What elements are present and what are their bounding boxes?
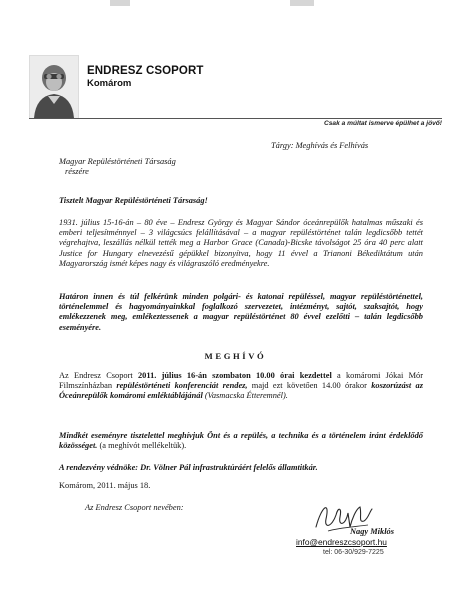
org-name: ENDRESZ CSOPORT	[87, 65, 204, 77]
conference-name: repüléstörténeti konferenciát rendez,	[116, 381, 248, 391]
subject-line: Tárgy: Meghívás és Felhívás	[271, 141, 369, 150]
paragraph-invitation	[59, 371, 423, 402]
motto: Csak a múltat ismerve épülhet a jövő!	[324, 120, 442, 127]
invitation-heading: MEGHÍVÓ	[204, 351, 267, 361]
patron-line: A rendezvény védnöke: Dr. Völner Pál infrastruktúráért felelős államtitkár.	[59, 463, 318, 472]
top-scan-mark	[290, 0, 314, 6]
recipient-name: Magyar Repüléstörténeti Társaság	[59, 157, 176, 166]
signer-name: Nagy Miklós	[350, 527, 394, 536]
welcome-text: Mindkét eseményre tisztelettel meghívjuk Önt és a repülés, a technika és a történelem iránt érdeklődő közösséget.	[59, 431, 423, 451]
contact-email-link[interactable]: info@endreszcsoport.hu	[296, 537, 387, 547]
paragraph-appeal: Határon innen és túl felkérünk minden polgári- és katonai repüléssel, magyar repüléstörténettel, történelemmel és hagyományainkkal foglalkozó szervezetet, intézményt, sajtót, szaksajtót, hogy emlékezzenek meg, emlékeztessenek a magyar repüléstörténet 80 évvel ezelőtti – talán legdicsőbb eseményére.	[59, 292, 423, 332]
contact-phone: tel: 06-30/929-7225	[323, 549, 384, 556]
p3-text: Az Endresz Csoport	[59, 371, 138, 380]
letter-date: Komárom, 2011. május 18.	[59, 481, 151, 490]
venue-note: (Vasmacska Étteremnél).	[202, 391, 288, 401]
event-date: 2011. július 16-án szombaton 10.00 órai kezdettel	[137, 371, 332, 380]
paragraph-welcome	[59, 431, 423, 451]
header-divider	[29, 118, 442, 119]
on-behalf-line: Az Endresz Csoport nevében:	[85, 503, 184, 512]
org-city: Komárom	[87, 78, 132, 89]
top-scan-mark	[110, 0, 130, 6]
wreath-event: koszorúzást az Óceánrepülők komáromi emléktáblájánál	[59, 381, 423, 401]
recipient	[59, 157, 259, 177]
aviator-portrait-icon	[30, 56, 78, 118]
attachment-note: (a meghívót mellékeltük).	[97, 441, 187, 451]
p3-text: majd ezt követően 14.00 órakor	[247, 381, 372, 391]
recipient-suffix: részére	[65, 167, 89, 177]
greeting: Tisztelt Magyar Repüléstörténeti Társaság!	[59, 196, 208, 205]
aviator-portrait	[29, 55, 79, 119]
p3-text: a komáromi Jókai Mór Filmszínházban	[59, 371, 423, 391]
paragraph-history: 1931. július 15-16-án – 80 éve – Endresz György és Magyar Sándor óceánrepülők hatalmas műszaki és emberi teljesítménnyel – 3 világcsúcs felállításával – a magyar repüléstörténet talán legdicsőbb tettét végrehajtva, leszállás nélkül tették meg a Harbor Grace (Canada)-Bicske távolságot 25 óra 40 perc alatt Justice for Hungary elnevezésű gépükkel bizonyítva, hogy 11 évvel a Trianoni Békediktátum után Magyarország ismét képes nagy és világraszóló eredményekre.	[59, 218, 423, 268]
org-header	[87, 65, 204, 89]
